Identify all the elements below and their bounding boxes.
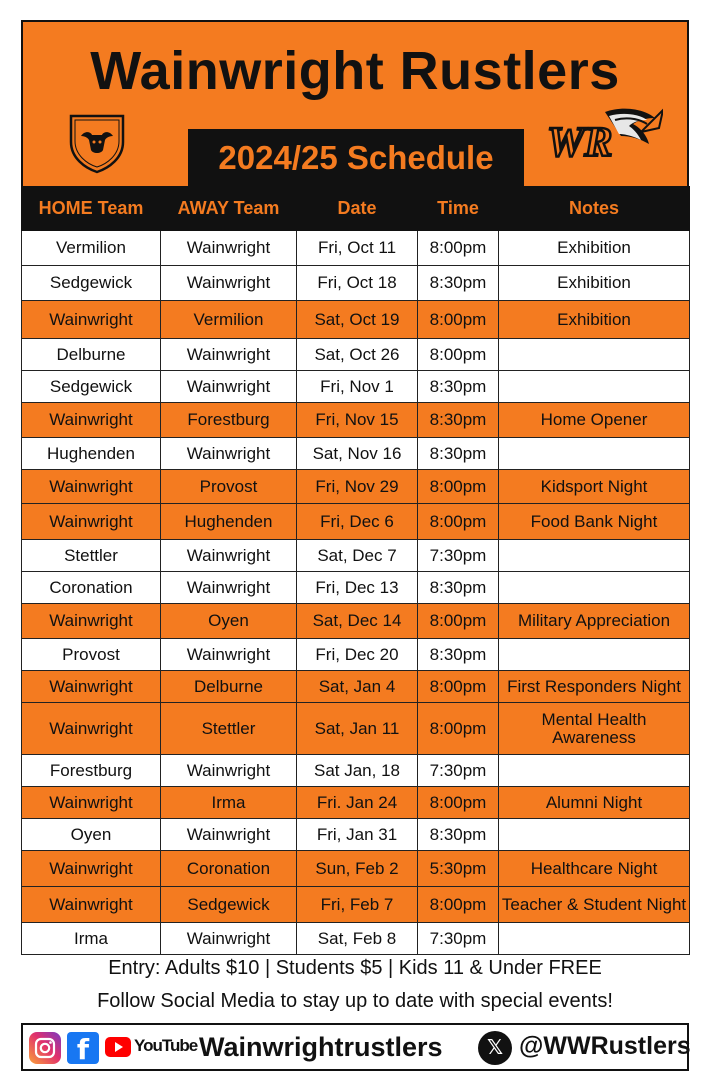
table-row — [22, 671, 690, 703]
date-cell: Sat, Dec 7 — [297, 540, 418, 572]
rustlers-crest-icon — [65, 110, 129, 174]
home-team-cell: Wainwright — [22, 470, 161, 504]
away-team-cell: Coronation — [161, 851, 297, 887]
table-row — [22, 887, 690, 923]
poster-header — [21, 20, 689, 186]
column-header-notes: Notes — [499, 187, 690, 231]
home-team-cell: Wainwright — [22, 403, 161, 438]
home-team-cell: Wainwright — [22, 703, 161, 755]
notes-cell — [499, 339, 690, 371]
away-team-cell: Wainwright — [161, 923, 297, 955]
date-cell: Sat, Feb 8 — [297, 923, 418, 955]
time-cell: 8:00pm — [418, 604, 499, 639]
time-cell: 7:30pm — [418, 540, 499, 572]
date-cell: Fri, Dec 20 — [297, 639, 418, 671]
column-header-time: Time — [418, 187, 499, 231]
time-cell: 8:00pm — [418, 231, 499, 266]
notes-cell: Alumni Night — [499, 787, 690, 819]
date-cell: Sun, Feb 2 — [297, 851, 418, 887]
table-row — [22, 403, 690, 438]
away-team-cell: Wainwright — [161, 339, 297, 371]
away-team-cell: Wainwright — [161, 371, 297, 403]
schedule-table — [21, 186, 690, 955]
table-row — [22, 787, 690, 819]
time-cell: 8:30pm — [418, 403, 499, 438]
date-cell: Sat, Dec 14 — [297, 604, 418, 639]
away-team-cell: Stettler — [161, 703, 297, 755]
wr-logo-icon — [543, 106, 663, 178]
date-cell: Sat, Nov 16 — [297, 438, 418, 470]
home-team-cell: Vermilion — [22, 231, 161, 266]
home-team-cell: Wainwright — [22, 887, 161, 923]
away-team-cell: Sedgewick — [161, 887, 297, 923]
notes-cell — [499, 755, 690, 787]
notes-cell — [499, 639, 690, 671]
instagram-icon[interactable] — [29, 1032, 61, 1064]
notes-cell — [499, 572, 690, 604]
notes-cell — [499, 923, 690, 955]
x-icon[interactable]: 𝕏 — [478, 1031, 512, 1065]
notes-cell — [499, 438, 690, 470]
table-row — [22, 540, 690, 572]
away-team-cell: Hughenden — [161, 504, 297, 540]
table-row — [22, 231, 690, 266]
table-row — [22, 266, 690, 301]
home-team-cell: Provost — [22, 639, 161, 671]
away-team-cell: Wainwright — [161, 438, 297, 470]
table-row — [22, 572, 690, 604]
away-team-cell: Oyen — [161, 604, 297, 639]
column-header-home: HOME Team — [22, 187, 161, 231]
table-row — [22, 301, 690, 339]
schedule-poster — [21, 20, 689, 955]
away-team-cell: Wainwright — [161, 572, 297, 604]
date-cell: Sat, Jan 4 — [297, 671, 418, 703]
svg-text:WR: WR — [547, 120, 613, 166]
date-cell: Fri, Dec 13 — [297, 572, 418, 604]
notes-cell — [499, 540, 690, 572]
table-row — [22, 703, 690, 755]
away-team-cell: Delburne — [161, 671, 297, 703]
notes-cell: Kidsport Night — [499, 470, 690, 504]
social-footer — [21, 1023, 689, 1071]
table-row — [22, 371, 690, 403]
time-cell: 8:30pm — [418, 572, 499, 604]
time-cell: 5:30pm — [418, 851, 499, 887]
notes-cell — [499, 819, 690, 851]
home-team-cell: Sedgewick — [22, 266, 161, 301]
page-title: Wainwright Rustlers — [90, 41, 620, 101]
notes-cell — [499, 371, 690, 403]
home-team-cell: Wainwright — [22, 604, 161, 639]
date-cell: Fri, Oct 11 — [297, 231, 418, 266]
youtube-icon[interactable] — [105, 1037, 131, 1057]
time-cell: 8:30pm — [418, 819, 499, 851]
table-row — [22, 923, 690, 955]
home-team-cell: Wainwright — [22, 671, 161, 703]
home-team-cell: Irma — [22, 923, 161, 955]
away-team-cell: Vermilion — [161, 301, 297, 339]
time-cell: 8:00pm — [418, 787, 499, 819]
notes-cell: Exhibition — [499, 231, 690, 266]
away-team-cell: Provost — [161, 470, 297, 504]
date-cell: Fri, Oct 18 — [297, 266, 418, 301]
away-team-cell: Wainwright — [161, 231, 297, 266]
notes-cell: Mental Health Awareness — [499, 703, 690, 755]
time-cell: 8:30pm — [418, 438, 499, 470]
time-cell: 8:00pm — [418, 301, 499, 339]
date-cell: Fri. Jan 24 — [297, 787, 418, 819]
home-team-cell: Oyen — [22, 819, 161, 851]
time-cell: 8:00pm — [418, 339, 499, 371]
home-team-cell: Sedgewick — [22, 371, 161, 403]
time-cell: 8:00pm — [418, 504, 499, 540]
table-row — [22, 604, 690, 639]
home-team-cell: Delburne — [22, 339, 161, 371]
notes-cell: First Responders Night — [499, 671, 690, 703]
date-cell: Fri, Nov 1 — [297, 371, 418, 403]
table-row — [22, 339, 690, 371]
home-team-cell: Wainwright — [22, 301, 161, 339]
time-cell: 7:30pm — [418, 923, 499, 955]
notes-cell: Exhibition — [499, 301, 690, 339]
away-team-cell: Wainwright — [161, 639, 297, 671]
date-cell: Fri, Nov 15 — [297, 403, 418, 438]
table-row — [22, 438, 690, 470]
away-team-cell: Irma — [161, 787, 297, 819]
home-team-cell: Wainwright — [22, 504, 161, 540]
away-team-cell: Wainwright — [161, 819, 297, 851]
time-cell: 8:30pm — [418, 639, 499, 671]
date-cell: Fri, Feb 7 — [297, 887, 418, 923]
website-name[interactable]: Wainwrightrustlers — [199, 1032, 443, 1062]
time-cell: 8:00pm — [418, 470, 499, 504]
away-team-cell: Wainwright — [161, 540, 297, 572]
time-cell: 8:00pm — [418, 671, 499, 703]
home-team-cell: Forestburg — [22, 755, 161, 787]
away-team-cell: Forestburg — [161, 403, 297, 438]
home-team-cell: Wainwright — [22, 851, 161, 887]
notes-cell: Home Opener — [499, 403, 690, 438]
time-cell: 8:00pm — [418, 703, 499, 755]
column-header-date: Date — [297, 187, 418, 231]
notes-cell: Teacher & Student Night — [499, 887, 690, 923]
table-row — [22, 504, 690, 540]
notes-cell: Exhibition — [499, 266, 690, 301]
away-team-cell: Wainwright — [161, 266, 297, 301]
time-cell: 8:30pm — [418, 266, 499, 301]
away-team-cell: Wainwright — [161, 755, 297, 787]
table-row — [22, 851, 690, 887]
table-row — [22, 819, 690, 851]
notes-cell: Healthcare Night — [499, 851, 690, 887]
entry-prices: Entry: Adults $10 | Students $5 | Kids 11 & Under FREE — [108, 957, 602, 979]
follow-social-text: Follow Social Media to stay up to date with special events! — [97, 990, 613, 1012]
notes-cell: Food Bank Night — [499, 504, 690, 540]
date-cell: Fri, Nov 29 — [297, 470, 418, 504]
date-cell: Sat, Oct 26 — [297, 339, 418, 371]
date-cell: Sat, Oct 19 — [297, 301, 418, 339]
date-cell: Sat Jan, 18 — [297, 755, 418, 787]
time-cell: 8:00pm — [418, 887, 499, 923]
home-team-cell: Wainwright — [22, 787, 161, 819]
social-handle[interactable]: @WWRustlers — [519, 1032, 691, 1060]
facebook-icon[interactable]: f — [67, 1032, 99, 1064]
home-team-cell: Coronation — [22, 572, 161, 604]
home-team-cell: Hughenden — [22, 438, 161, 470]
table-row — [22, 470, 690, 504]
table-row — [22, 755, 690, 787]
home-team-cell: Stettler — [22, 540, 161, 572]
time-cell: 7:30pm — [418, 755, 499, 787]
schedule-subtitle: 2024/25 Schedule — [188, 129, 524, 187]
table-row — [22, 639, 690, 671]
date-cell: Fri, Dec 6 — [297, 504, 418, 540]
column-header-away: AWAY Team — [161, 187, 297, 231]
time-cell: 8:30pm — [418, 371, 499, 403]
table-header-row — [22, 187, 690, 231]
youtube-label: YouTube — [134, 1036, 198, 1055]
date-cell: Sat, Jan 11 — [297, 703, 418, 755]
notes-cell: Military Appreciation — [499, 604, 690, 639]
date-cell: Fri, Jan 31 — [297, 819, 418, 851]
